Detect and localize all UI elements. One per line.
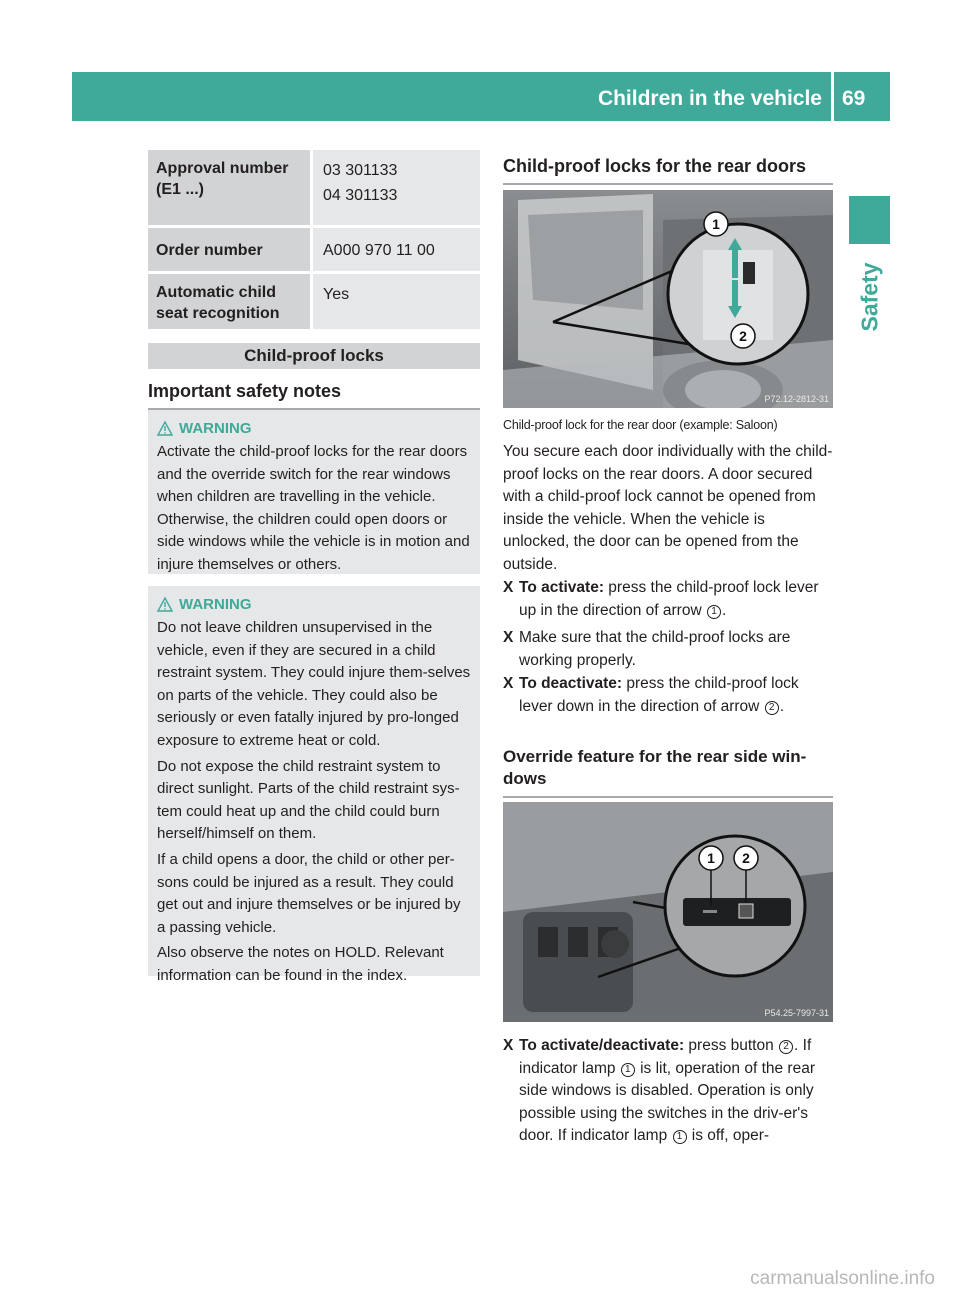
table-value: Yes [323,286,350,303]
rear-door-lock-image [503,190,833,408]
step-marker: X [503,629,514,646]
warning-triangle-icon [157,597,173,612]
warning-text: Activate the child-proof locks for the rear doors and the override switch for the rear windows when children are travelling in the vehicle. Otherwise, the children could open doors or side windows while the vehicle is in motion and injure themselves or others. [157,443,470,573]
warning-box [148,410,480,574]
warning-text: Do not expose the child restraint system to direct sunlight. Parts of the child restraint sys-tem could heat up and the child could burn herself/himself on them. [157,757,460,843]
subheading: Important safety notes [148,381,480,410]
ref-number: 1 [621,1063,635,1077]
table-key: Order number [148,228,313,271]
table-value: 04 301133 [323,187,398,204]
ref-number: 2 [779,1040,793,1054]
table-key: Automatic child seat recognition [148,274,313,329]
section-title: Child-proof locks [148,343,480,369]
table-row [148,274,480,332]
callout-2: 2 [739,328,747,344]
ref-number: 1 [707,605,721,619]
warning-label: WARNING [179,596,252,613]
section-tab-label: Safety [856,262,882,332]
table-row [148,150,480,228]
table-row [148,228,480,274]
header-separator [831,72,834,121]
window-override-image [503,802,833,1022]
step-deactivate: X To deactivate: press the child-proof lock lever down in the direction of arrow 2 . [503,675,799,715]
intro-paragraph: You secure each door individually with the child-proof locks on the rear doors. A door secured with a child-proof lock cannot be opened from inside the vehicle. When the vehicle is unlocked, the door can be opened from the outside. [503,443,833,573]
heading-window-override: Override feature for the rear side win-dows [503,746,833,798]
step-activate-deactivate: X To activate/deactivate: press button 2 . If indicator lamp 1 is lit, operation of the rear side windows is disabled. Operation is only possible using the switches in the driv-er's door. If indicator lamp 1 is off, oper- [503,1037,816,1145]
spec-table [148,150,480,332]
step-marker: X [503,1037,514,1054]
warning-label: WARNING [179,420,252,437]
warning-text: Do not leave children unsupervised in the vehicle, even if they are secured in a child restraint system. They could injure them-selves on parts of the vehicle. They could also be seriously or even fatally injured by pro-longed exposure to extreme heat or cold. [157,619,471,749]
step-activate: X To activate: press the child-proof lock lever up in the direction of arrow 1 . [503,579,819,619]
heading-rear-door-locks: Child-proof locks for the rear doors [503,155,833,185]
warning-text: Also observe the notes on HOLD. Relevant information can be found in the index. [157,944,444,984]
page-number: 69 [842,87,866,110]
chapter-title: Children in the vehicle [597,87,822,110]
warning-text: If a child opens a door, the child or other per-sons could be injured as a result. They could get out and injure themselves or be injured by a passing vehicle. [157,850,461,936]
step-marker: X [503,675,514,692]
image-code: P72.12-2812-31 [764,394,829,404]
callout-2: 2 [742,850,750,866]
table-key: Approval number (E1 ...) [148,150,313,225]
warning-triangle-icon [157,421,173,436]
section-tab [849,252,890,342]
table-value: A000 970 11 00 [323,242,435,259]
section-tab-marker [849,196,890,244]
image-code: P54.25-7997-31 [764,1008,829,1018]
step-check: X Make sure that the child-proof locks are working properly. [503,629,791,669]
callout-1: 1 [712,216,720,232]
ref-number: 2 [765,701,779,715]
step-marker: X [503,579,514,596]
ref-number: 1 [673,1130,687,1144]
warning-box [148,586,480,984]
watermark: carmanualsonline.info [750,1268,935,1289]
image-caption: Child-proof lock for the rear door (example: Saloon) [503,418,778,432]
table-value: 03 301133 [323,162,398,179]
callout-1: 1 [707,850,715,866]
